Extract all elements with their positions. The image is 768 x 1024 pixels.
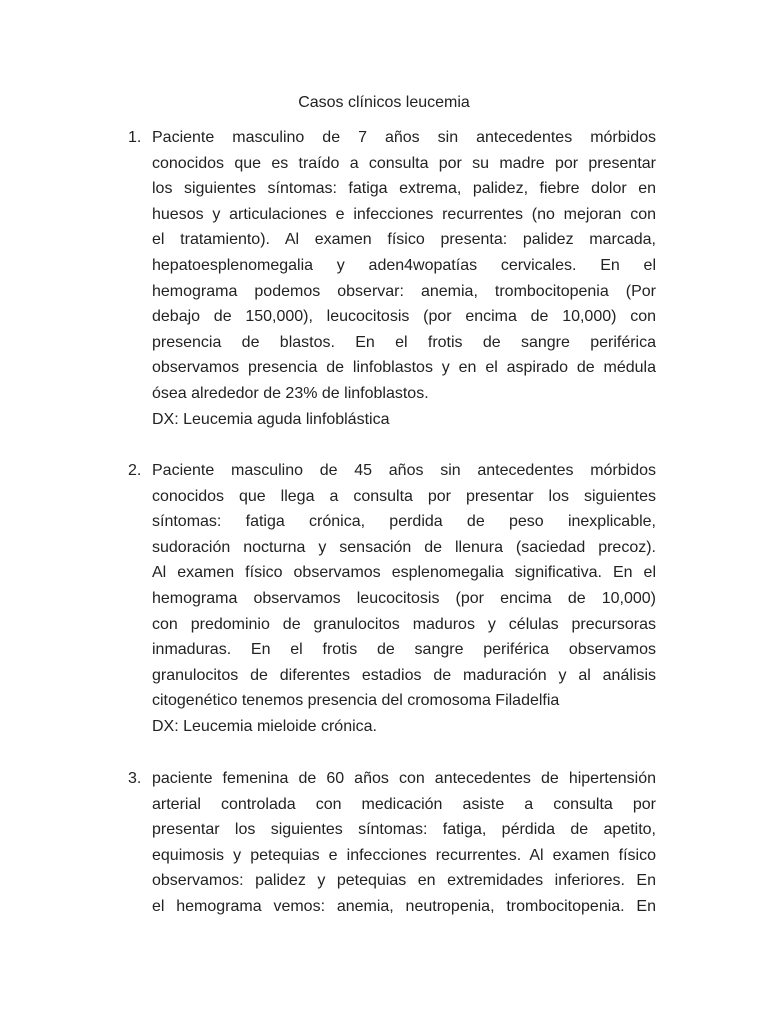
case-number: 1.: [128, 129, 142, 146]
case-diagnosis: DX: Leucemia aguda linfoblástica: [152, 410, 390, 428]
case-diagnosis: DX: Leucemia mieloide crónica.: [152, 718, 377, 735]
case-line: Paciente masculino de 45 años sin antecedentes mórbidos: [152, 462, 656, 479]
case-line: presencia de blastos. En el frotis de sangre periférica: [152, 333, 656, 351]
case-line: granulocitos de diferentes estadios de maduración y al análisis: [152, 666, 656, 684]
case-line: hepatoesplenomegalia y aden4wopatías cervicales. En el: [152, 257, 656, 274]
case-line: citogenético tenemos presencia del cromosoma Filadelfia: [152, 692, 560, 710]
document-title: Casos clínicos leucemia: [298, 94, 470, 111]
case-line: Paciente masculino de 7 años sin antecedentes mórbidos: [152, 129, 656, 146]
case-line: ósea alrededor de 23% de linfoblastos.: [152, 385, 429, 402]
case-line: equimosis y petequias e infecciones recurrentes. Al examen físico: [152, 846, 656, 864]
case-line: los siguientes síntomas: fatiga extrema, palidez, fiebre dolor en: [152, 180, 656, 198]
case-line: con predominio de granulocitos maduros y células precursoras: [152, 615, 656, 633]
case-number: 2.: [128, 462, 142, 479]
case-line: inmaduras. En el frotis de sangre periférica observamos: [152, 641, 656, 659]
case-number: 3.: [128, 770, 142, 787]
case-line: observamos: palidez y petequias en extremidades inferiores. En: [152, 872, 656, 890]
case-line: hemograma podemos observar: anemia, trombocitopenia (Por: [152, 282, 656, 300]
case-line: el hemograma vemos: anemia, neutropenia, trombocitopenia. En: [152, 898, 656, 915]
case-line: arterial controlada con medicación asiste a consulta por: [152, 795, 656, 813]
case-line: conocidos que es traído a consulta por su madre por presentar: [152, 154, 656, 172]
case-line: conocidos que llega a consulta por presentar los siguientes: [152, 487, 656, 505]
case-line: sudoración nocturna y sensación de llenura (saciedad precoz).: [152, 538, 656, 556]
case-line: el tratamiento). Al examen físico presenta: palidez marcada,: [152, 231, 656, 249]
case-line: presentar los siguientes síntomas: fatiga, pérdida de apetito,: [152, 821, 656, 839]
case-line: paciente femenina de 60 años con antecedentes de hipertensión: [152, 770, 656, 787]
case-line: síntomas: fatiga crónica, perdida de peso inexplicable,: [152, 513, 656, 531]
case-line: Al examen físico observamos esplenomegalia significativa. En el: [152, 564, 656, 582]
case-line: observamos presencia de linfoblastos y en el aspirado de médula: [152, 359, 656, 377]
case-line: hemograma observamos leucocitosis (por encima de 10,000): [152, 590, 656, 607]
case-line: debajo de 150,000), leucocitosis (por encima de 10,000) con: [152, 308, 656, 326]
case-line: huesos y articulaciones e infecciones recurrentes (no mejoran con: [152, 205, 656, 223]
